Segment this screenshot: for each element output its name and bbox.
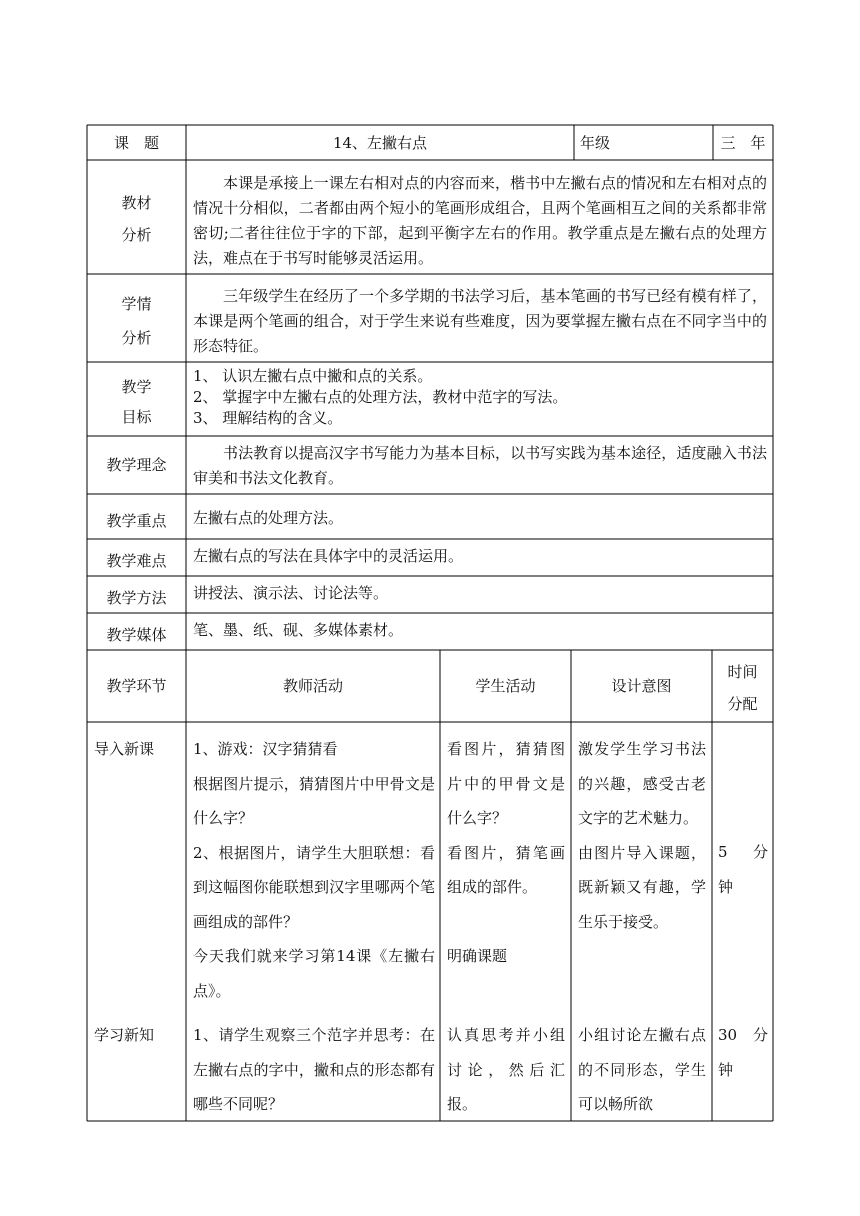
teacher-activity-line: 根据图片提示，猜猜图片中甲骨文是什么字？ bbox=[193, 774, 435, 827]
teacher-activity-new bbox=[193, 1018, 435, 1121]
student-activity-line: 看图片，猜猜图片中的甲骨文是什么字？ bbox=[447, 740, 565, 827]
lesson-title-text: 14、左撇右点 bbox=[332, 133, 428, 152]
section-label-line: 分析 bbox=[121, 329, 152, 347]
grade-value bbox=[713, 126, 773, 160]
section-label-key-points bbox=[87, 504, 186, 539]
header-stage-text: 教学环节 bbox=[106, 677, 167, 695]
section-label-text: 教学重点 bbox=[106, 512, 167, 530]
section-content-methods: 讲授法、演示法、讨论法等。 bbox=[193, 584, 389, 602]
grade-value-text: 三 年 bbox=[720, 133, 766, 152]
grade-label-text: 年级 bbox=[580, 133, 611, 152]
section-content-media: 笔、墨、纸、砚、多媒体素材。 bbox=[193, 621, 404, 639]
section-label-material bbox=[87, 187, 186, 257]
time-intro: 5 分钟 bbox=[718, 843, 768, 896]
subject-label-text: 课 题 bbox=[113, 133, 159, 152]
section-label-line: 学情 bbox=[121, 295, 152, 313]
section-label-philosophy bbox=[87, 437, 186, 494]
header-teacher-text: 教师活动 bbox=[282, 677, 343, 695]
teacher-activity-intro bbox=[193, 732, 435, 1017]
goal-item: 1、 认识左撇右点中撇和点的关系。 bbox=[193, 367, 433, 385]
header-stage bbox=[87, 651, 186, 722]
header-teacher bbox=[186, 651, 440, 722]
student-activity-line: 认真思考并小组讨论，然后汇报。 bbox=[447, 1026, 565, 1113]
section-content-philosophy: 书法教育以提高汉字书写能力为基本目标，以书写实践为基本途径，适度融入书法审美和书法文化教育。 bbox=[193, 444, 767, 487]
section-content-material: 本课是承接上一课左右相对点的内容而来，楷书中左撇右点的情况和左右相对点的情况十分相似，二者都由两个短小的笔画形成组合，且两个笔画相互之间的关系都非常密切;二者往往位于字的下部，起到平衡字左右的作用。教学重点是左撇右点的处理方法，难点在于书写时能够灵活运用。 bbox=[193, 174, 767, 267]
section-label-text: 教学难点 bbox=[106, 551, 167, 570]
lesson-title bbox=[186, 126, 574, 160]
header-time-line: 分配 bbox=[727, 695, 758, 713]
section-label-line: 教材 bbox=[121, 194, 152, 212]
time-new: 30 分钟 bbox=[718, 1026, 768, 1079]
section-label-media bbox=[87, 620, 186, 650]
section-label-line: 分析 bbox=[121, 226, 152, 244]
header-time bbox=[712, 656, 773, 722]
header-design bbox=[571, 651, 712, 722]
teacher-activity-line: 1、请学生观察三个范字并思考：在左撇右点的字中，撇和点的形态都有哪些不同呢？ bbox=[193, 1026, 435, 1113]
section-label-text: 教学媒体 bbox=[106, 625, 167, 644]
header-time-line: 时间 bbox=[727, 663, 758, 681]
section-label-goals bbox=[87, 372, 186, 434]
section-label-text: 教学方法 bbox=[106, 588, 167, 607]
stage-new-knowledge: 学习新知 bbox=[94, 1026, 155, 1044]
goal-item: 2、 掌握字中左撇右点的处理方法，教材中范字的写法。 bbox=[193, 388, 568, 406]
section-content-difficulties: 左撇右点的写法在具体字中的灵活运用。 bbox=[193, 547, 464, 565]
teacher-activity-line: 2、根据图片，请学生大胆联想：看到这幅图你能联想到汉字里哪两个笔画组成的部件？ bbox=[193, 843, 435, 931]
design-intent-intro bbox=[578, 732, 706, 1017]
student-activity-new bbox=[447, 1018, 565, 1121]
design-intent-line: 由图片导入课题，既新颖又有趣，学生乐于接受。 bbox=[578, 843, 706, 931]
section-label-students bbox=[87, 287, 186, 357]
stage-intro: 导入新课 bbox=[94, 740, 155, 758]
grade-label bbox=[580, 126, 710, 160]
design-intent-line: 激发学生学习书法的兴趣，感受古老文字的艺术魅力。 bbox=[578, 740, 706, 827]
section-content-students: 三年级学生在经历了一个多学期的书法学习后，基本笔画的书写已经有模有样了，本课是两个笔画的组合，对于学生来说有些难度，因为要掌握左撇右点在不同字当中的形态特征。 bbox=[193, 287, 767, 355]
student-activity-line: 明确课题 bbox=[447, 947, 508, 965]
design-intent-new bbox=[578, 1018, 706, 1121]
section-label-methods bbox=[87, 583, 186, 613]
section-label-difficulties bbox=[87, 546, 186, 576]
header-student-text: 学生活动 bbox=[475, 677, 536, 695]
student-activity-intro bbox=[447, 732, 565, 1017]
teacher-activity-line: 今天我们就来学习第14课《左撇右点》。 bbox=[193, 947, 435, 1000]
section-content-key-points: 左撇右点的处理方法。 bbox=[193, 509, 344, 527]
goals-list bbox=[193, 366, 767, 434]
subject-label bbox=[87, 126, 186, 160]
section-label-line: 教学 bbox=[121, 378, 152, 396]
design-intent-line: 小组讨论左撇右点的不同形态，学生可以畅所欲 bbox=[578, 1026, 706, 1113]
goal-item: 3、 理解结构的含义。 bbox=[193, 409, 343, 427]
header-design-text: 设计意图 bbox=[611, 677, 672, 695]
section-label-line: 目标 bbox=[121, 408, 152, 426]
header-student bbox=[440, 651, 571, 722]
student-activity-line: 看图片，猜笔画组成的部件。 bbox=[447, 843, 565, 896]
teacher-activity-line: 1、游戏：汉字猜猜看 bbox=[193, 740, 338, 758]
section-label-text: 教学理念 bbox=[106, 456, 167, 474]
